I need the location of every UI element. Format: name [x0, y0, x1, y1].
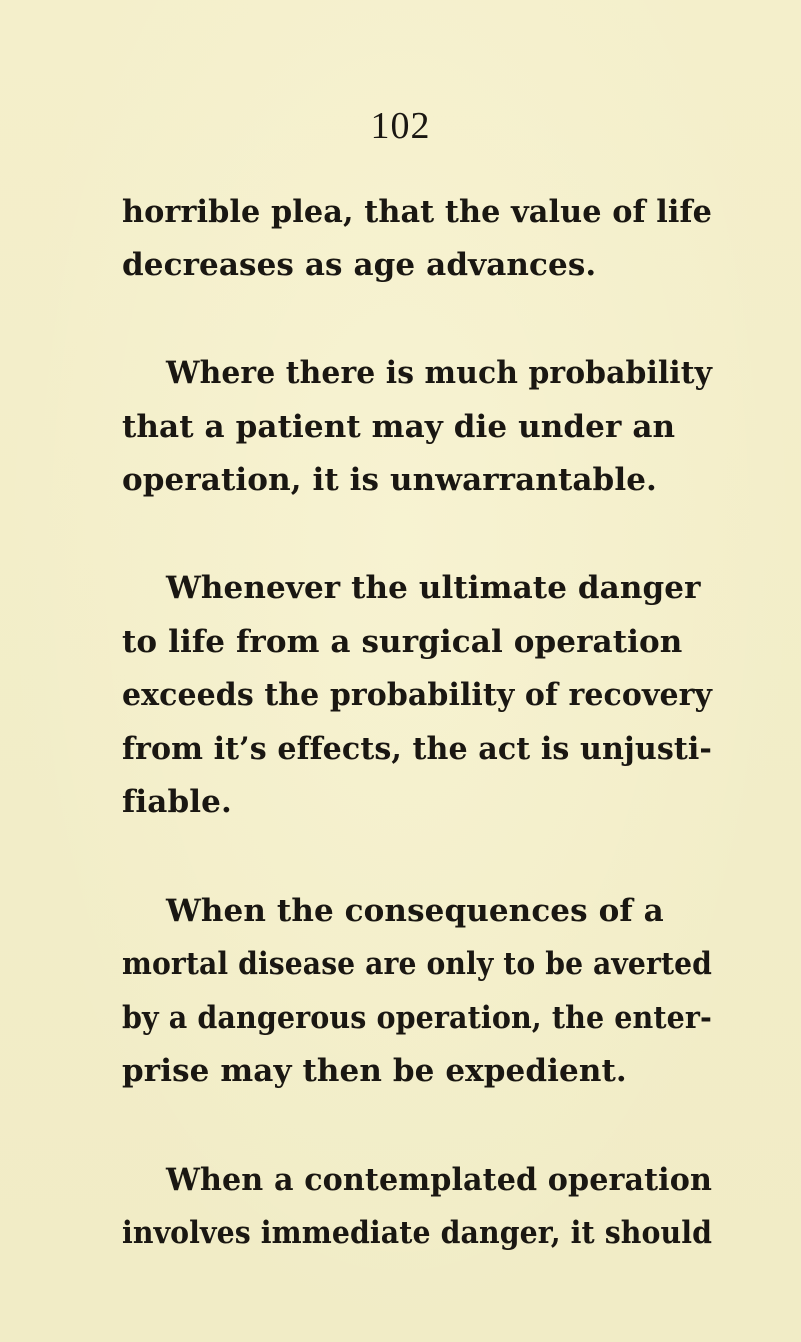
text-line: fiable.	[122, 784, 232, 820]
text-line: decreases as age advances.	[122, 247, 597, 283]
text-line: from it’s effects, the act is unjusti-	[122, 731, 713, 767]
text-line: operation, it is unwarrantable.	[122, 462, 657, 498]
page-number: 102	[370, 105, 431, 147]
text-line: horrible plea, that the value of life	[122, 194, 713, 230]
text-line: Whenever the ultimate danger	[166, 570, 701, 606]
text-line: When a contemplated operation	[166, 1162, 713, 1198]
text-line: by a dangerous operation, the enter-	[122, 1000, 712, 1036]
text-line: to life from a surgical operation	[122, 624, 683, 660]
text-line: prise may then be expedient.	[122, 1053, 627, 1089]
text-line: mortal disease are only to be averted	[122, 946, 712, 982]
text-line: When the consequences of a	[166, 893, 664, 929]
text-line: Where there is much probability	[166, 355, 713, 391]
text-line: that a patient may die under an	[122, 409, 676, 445]
text-line: involves immediate danger, it should	[122, 1215, 713, 1251]
text-line: exceeds the probability of recovery	[122, 677, 713, 713]
